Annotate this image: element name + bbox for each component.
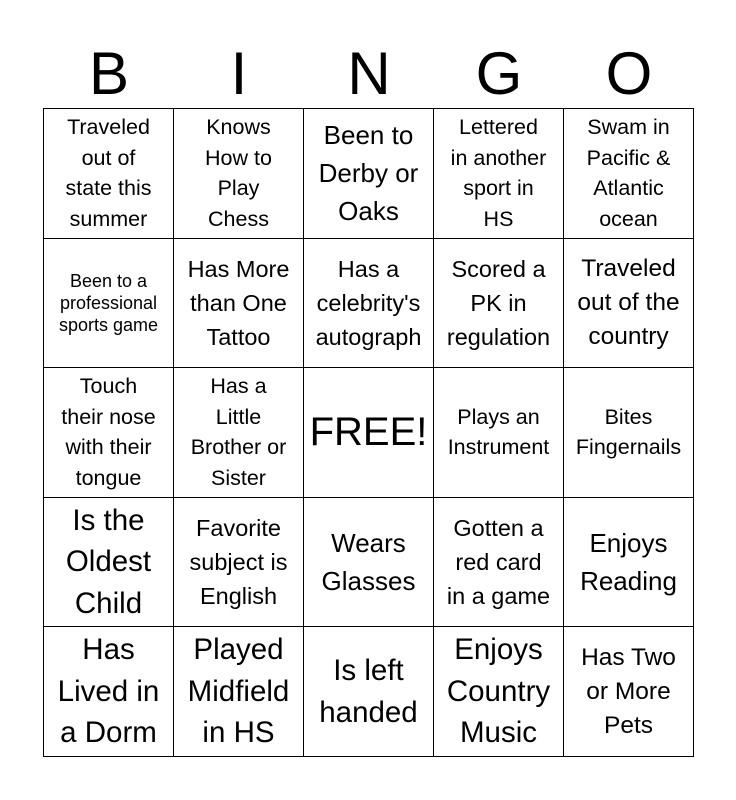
header-letter-i: I — [230, 40, 248, 107]
bingo-cell: Traveled out of the country — [564, 239, 694, 369]
bingo-cell: Played Midfield in HS — [174, 627, 304, 757]
bingo-cell: Bites Fingernails — [564, 368, 694, 498]
bingo-cell: Touch their nose with their tongue — [44, 368, 174, 498]
header-letter-b: B — [88, 40, 130, 107]
bingo-cell: Enjoys Reading — [564, 498, 694, 628]
header-letter-n: N — [347, 40, 391, 107]
bingo-cell: Lettered in another sport in HS — [434, 109, 564, 239]
bingo-cell: Been to a professional sports game — [44, 239, 174, 369]
bingo-cell: Has a celebrity's autograph — [304, 239, 434, 369]
bingo-cell: Plays an Instrument — [434, 368, 564, 498]
header-letter-o: O — [605, 40, 653, 107]
bingo-cell: Been to Derby or Oaks — [304, 109, 434, 239]
bingo-cell: Wears Glasses — [304, 498, 434, 628]
bingo-cell: Has Lived in a Dorm — [44, 627, 174, 757]
bingo-board — [43, 108, 694, 757]
bingo-cell: Has More than One Tattoo — [174, 239, 304, 369]
bingo-cell: Knows How to Play Chess — [174, 109, 304, 239]
bingo-cell: Has a Little Brother or Sister — [174, 368, 304, 498]
bingo-cell: Scored a PK in regulation — [434, 239, 564, 369]
bingo-cell: Gotten a red card in a game — [434, 498, 564, 628]
header-letter-g: G — [475, 40, 523, 107]
free-space-cell: FREE! — [304, 368, 434, 498]
bingo-cell: Favorite subject is English — [174, 498, 304, 628]
bingo-cell: Enjoys Country Music — [434, 627, 564, 757]
bingo-cell: Has Two or More Pets — [564, 627, 694, 757]
bingo-cell: Is the Oldest Child — [44, 498, 174, 628]
bingo-cell: Swam in Pacific & Atlantic ocean — [564, 109, 694, 239]
bingo-header — [44, 40, 694, 108]
bingo-cell: Traveled out of state this summer — [44, 109, 174, 239]
bingo-cell: Is left handed — [304, 627, 434, 757]
